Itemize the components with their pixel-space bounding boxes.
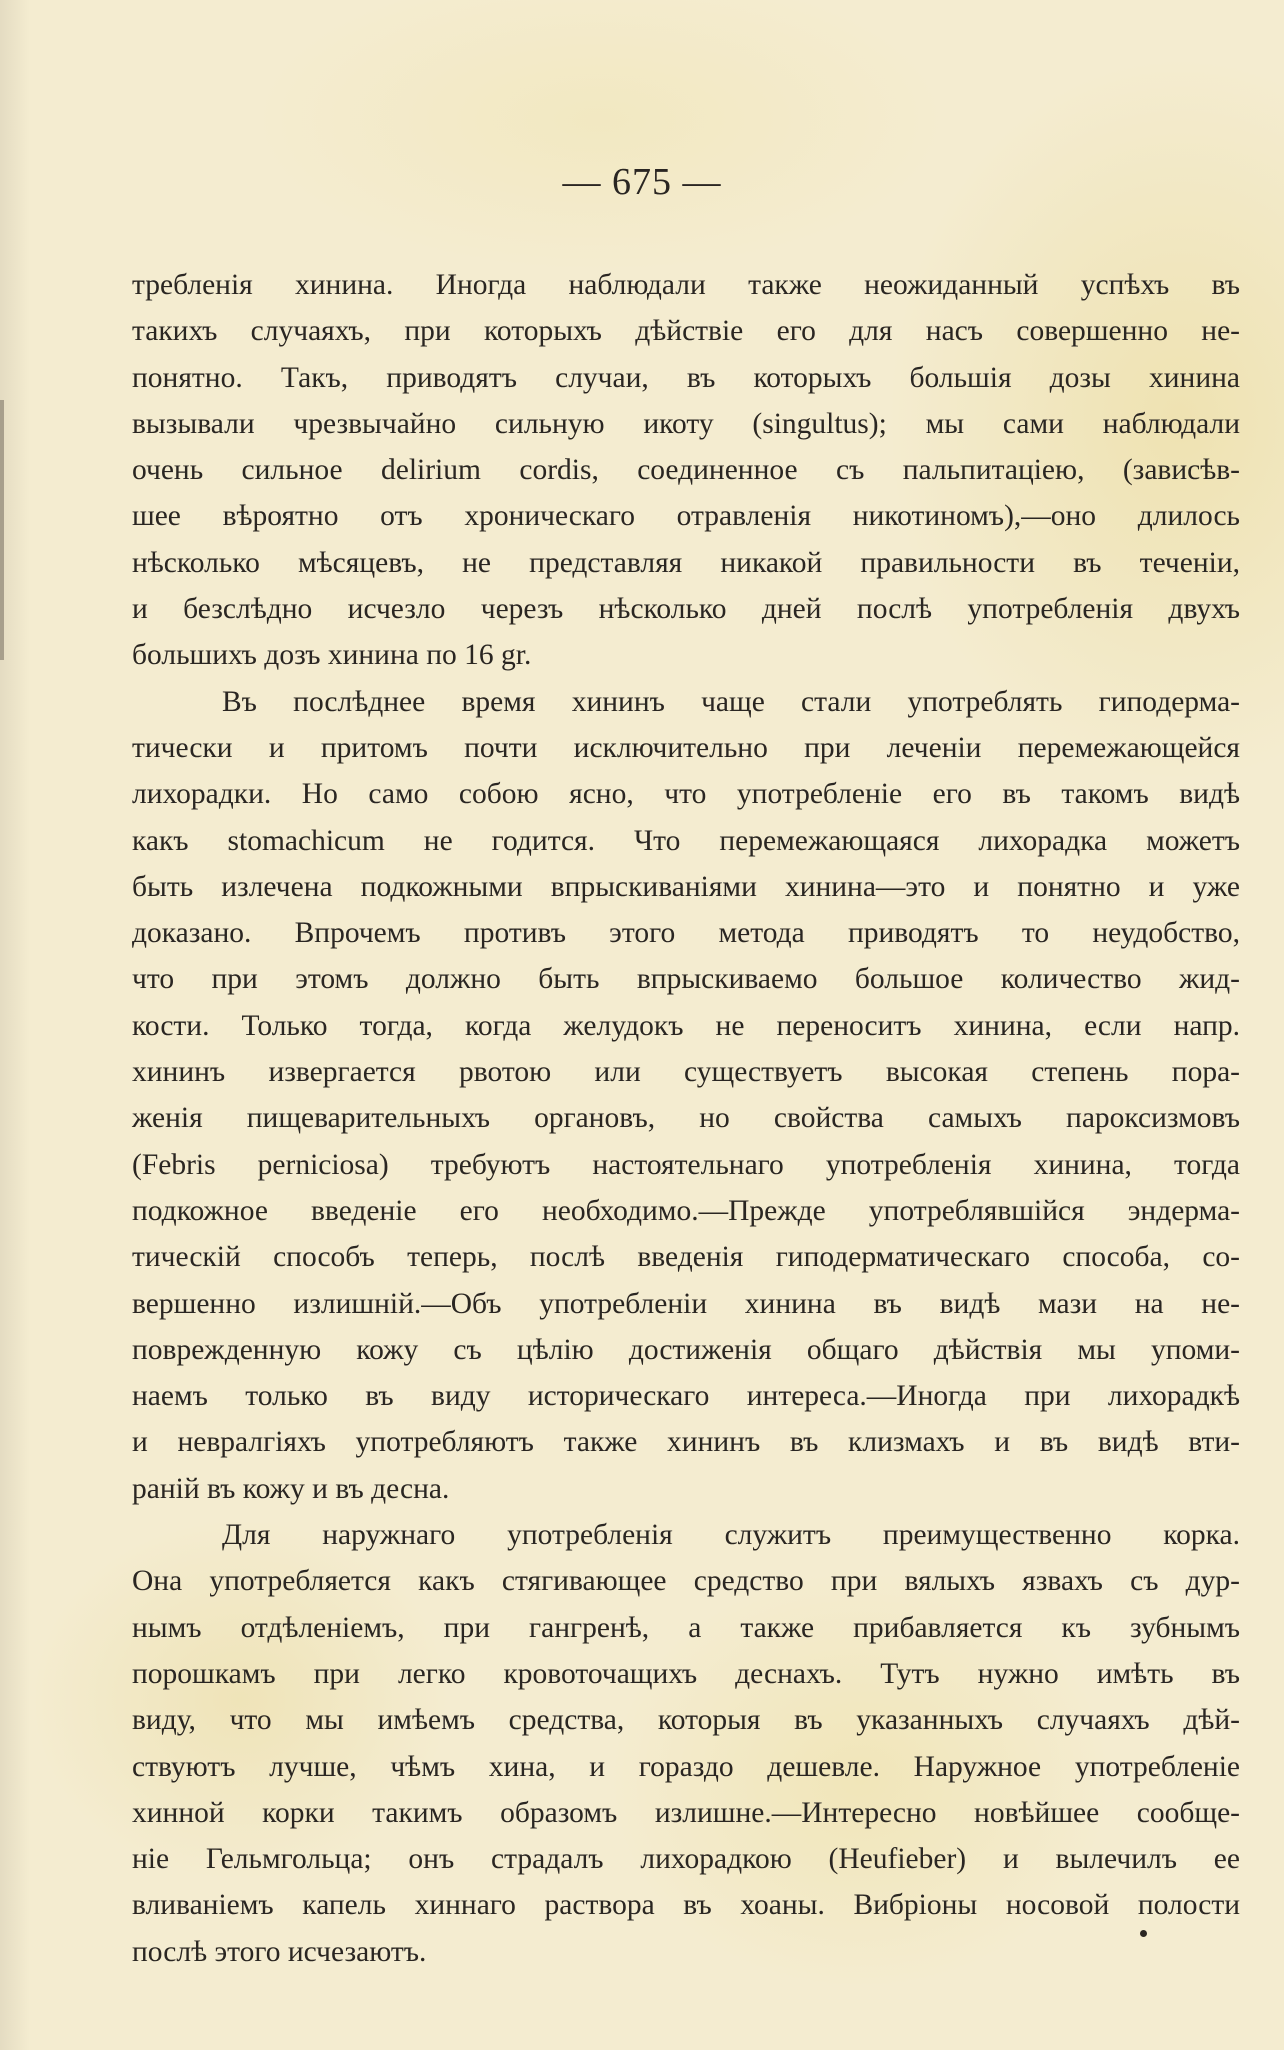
- text-line: какъ stomachicum не годится. Что перемежающаяся лихорадка можетъ: [132, 824, 1240, 857]
- text-line: понятно. Такъ, приводятъ случаи, въ которыхъ большія дозы хинина: [132, 361, 1240, 394]
- text-line: поврежденную кожу съ цѣлію достиженія общаго дѣйствія мы упоми-: [132, 1333, 1240, 1366]
- text-line: подкожное введеніе его необходимо.—Прежде употреблявшійся эндерма-: [132, 1194, 1240, 1227]
- text-line: тически и притомъ почти исключительно при леченіи перемежающейся: [132, 731, 1240, 764]
- text-line: и невралгіяхъ употребляютъ также хининъ въ клизмахъ и въ видѣ вти-: [132, 1426, 1240, 1459]
- text-line: послѣ этого исчезаютъ.: [132, 1935, 427, 1968]
- text-line: Въ послѣднее время хининъ чаще стали употреблять гиподерма-: [222, 685, 1240, 718]
- text-line: такихъ случаяхъ, при которыхъ дѣйствіе его для насъ совершенно не-: [132, 315, 1240, 348]
- text-line: шее вѣроятно отъ хроническаго отравленія никотиномъ),—оно длилось: [132, 500, 1240, 533]
- text-line: виду, что мы имѣемъ средства, которыя въ указанныхъ случаяхъ дѣй-: [132, 1704, 1240, 1737]
- text-line: очень сильное delirium cordis, соединенное съ пальпитаціею, (зависѣв-: [132, 454, 1240, 487]
- text-line: требленія хинина. Иногда наблюдали также неожиданный успѣхъ въ: [132, 269, 1240, 301]
- text-line: лихорадки. Но само собою ясно, что употребленіе его въ такомъ видѣ: [132, 778, 1240, 811]
- text-line: тическій способъ теперь, послѣ введенія гиподерматическаго способа, со-: [132, 1241, 1240, 1274]
- text-line: нѣсколько мѣсяцевъ, не представляя никакой правильности въ теченіи,: [132, 546, 1240, 579]
- text-line: Для наружнаго употребленія служитъ преимущественно корка.: [222, 1519, 1240, 1552]
- text-line: нымъ отдѣленіемъ, при гангренѣ, а также прибавляется къ зубнымъ: [132, 1611, 1240, 1644]
- text-line: раній въ кожу и въ десна.: [132, 1472, 450, 1505]
- text-line: хинной корки такимъ образомъ излишне.—Интересно новѣйшее сообще-: [132, 1796, 1240, 1829]
- ink-dot: [1140, 1930, 1147, 1937]
- text-line: Она употребляется какъ стягивающее средство при вялыхъ язвахъ съ дур-: [132, 1565, 1240, 1598]
- text-line: женія пищеварительныхъ органовъ, но свойства самыхъ пароксизмовъ: [132, 1102, 1240, 1135]
- body-text: [132, 262, 1240, 1975]
- text-line: что при этомъ должно быть впрыскиваемо большое количество жид-: [132, 963, 1240, 996]
- text-line: ствуютъ лучше, чѣмъ хина, и гораздо дешевле. Наружное употребленіе: [132, 1750, 1240, 1783]
- text-line: хининъ извергается рвотою или существуетъ высокая степень пора-: [132, 1056, 1240, 1089]
- binding-edge: [0, 400, 4, 660]
- text-line: (Febris perniciosa) требуютъ настоятельнаго употребленія хинина, тогда: [132, 1148, 1240, 1181]
- text-line: вливаніемъ капель хиннаго раствора въ хоаны. Вибріоны носовой полости: [132, 1889, 1240, 1922]
- text-line: доказано. Впрочемъ противъ этого метода приводятъ то неудобство,: [132, 917, 1240, 950]
- page-number: — 675 —: [562, 161, 722, 203]
- text-line: быть излечена подкожными впрыскиваніями хинина—это и понятно и уже: [132, 870, 1240, 903]
- text-line: и безслѣдно исчезло черезъ нѣсколько дней послѣ употребленія двухъ: [132, 593, 1240, 626]
- text-line: кости. Только тогда, когда желудокъ не переноситъ хинина, если напр.: [132, 1009, 1240, 1042]
- text-line: вершенно излишній.—Объ употребленіи хинина въ видѣ мази на не-: [132, 1287, 1240, 1320]
- text-line: вызывали чрезвычайно сильную икоту (singultus); мы сами наблюдали: [132, 407, 1240, 440]
- text-line: порошкамъ при легко кровоточащихъ деснахъ. Тутъ нужно имѣть въ: [132, 1657, 1240, 1690]
- text-line: ніе Гельмгольца; онъ страдалъ лихорадкою (Heufieber) и вылечилъ ее: [132, 1843, 1240, 1876]
- text-line: наемъ только въ виду историческаго интереса.—Иногда при лихорадкѣ: [132, 1380, 1240, 1413]
- text-line: большихъ дозъ хинина по 16 gr.: [132, 639, 532, 672]
